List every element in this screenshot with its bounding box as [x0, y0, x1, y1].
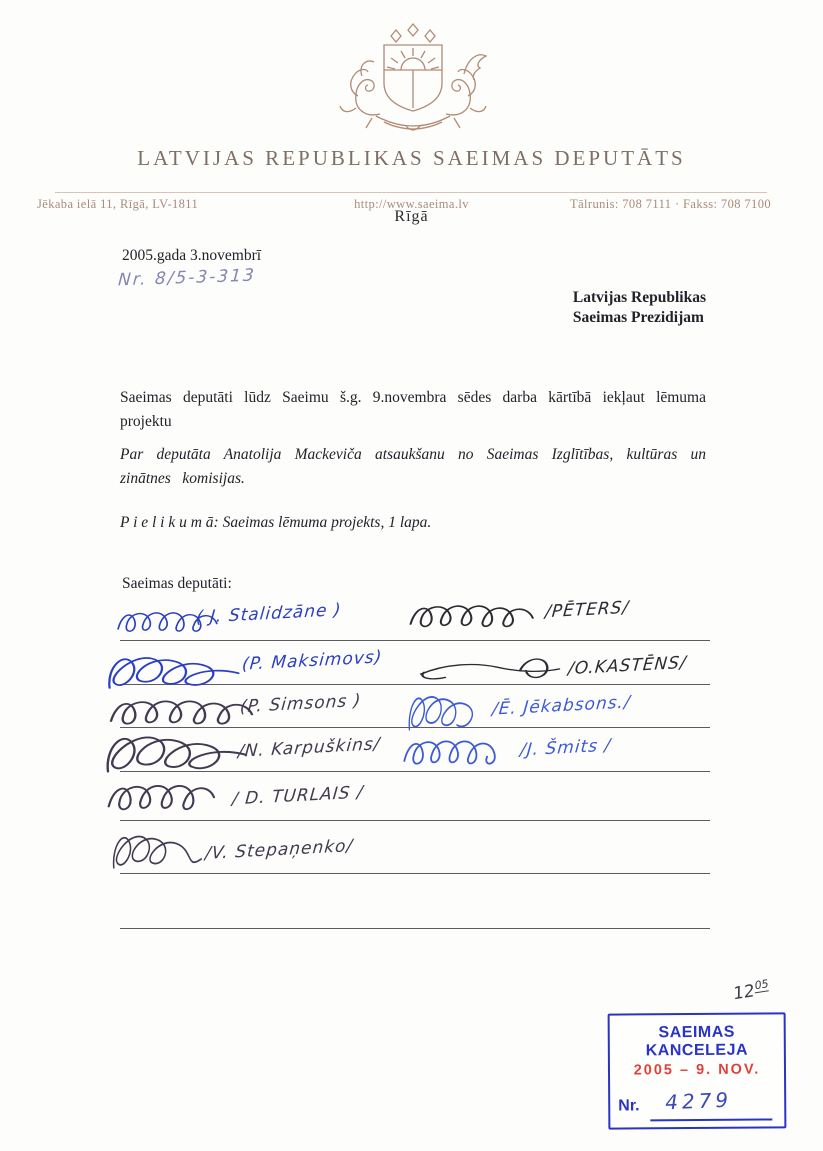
signature-name-annotation: ( J. Stalidzāne ) — [195, 600, 343, 628]
signature-scribble — [408, 594, 538, 634]
signature-line — [120, 820, 410, 821]
signature-scribble — [110, 826, 205, 870]
signature-scribble — [106, 772, 241, 818]
time-note-hours: 12 — [733, 980, 755, 1005]
signature-line — [408, 928, 710, 929]
signatories-label: Saeimas deputāti: — [122, 575, 232, 592]
signature-name-annotation: (P. Simsons ) — [239, 690, 363, 718]
header-divider — [55, 192, 767, 193]
signature-name-annotation: /J. Šmits / — [519, 735, 613, 761]
city-line: Rīgā — [394, 208, 429, 225]
signature-name-annotation: /Ē. Jēkabsons./ — [491, 692, 632, 720]
signature-scribble — [415, 652, 565, 686]
letterhead-website: http://www.saeima.lv — [354, 197, 469, 211]
letterhead-title: LATVIJAS REPUBLIKAS SAEIMAS DEPUTĀTS — [137, 146, 686, 170]
time-note-minutes: 05 — [754, 977, 769, 993]
attachment-note: P i e l i k u m ā: Saeimas lēmuma projekts, 1 lapa. — [120, 514, 432, 531]
latvia-coat-of-arms — [327, 22, 499, 142]
stamp-nr-underline — [650, 1118, 772, 1120]
letterhead-address: Jēkaba ielā 11, Rīgā, LV-1811 — [37, 197, 199, 211]
body-paragraph-request: Saeimas deputāti lūdz Saeimu š.g. 9.novembra sēdes darba kārtībā iekļaut lēmuma projektu — [120, 389, 706, 431]
signature-name-annotation: /O.KASTĒNS/ — [567, 652, 688, 680]
recipient-line-1: Latvijas Republikas — [572, 289, 706, 306]
signature-line — [408, 640, 710, 641]
signature-line — [120, 928, 410, 929]
signature-line — [120, 640, 410, 641]
signature-scribble — [402, 728, 517, 772]
signature-scribble — [406, 686, 491, 732]
stamp-nr-label: Nr. — [618, 1097, 640, 1115]
letterhead-phone: Tālrunis: 708 7111 · Fakss: 708 7100 — [570, 197, 771, 211]
document-date: 2005.gada 3.novembrī — [122, 247, 262, 264]
handwritten-ref-number: Nr. 8/5-3-313 — [117, 265, 257, 291]
stamp-date: 2005 – 9. NOV. — [633, 1061, 761, 1079]
recipient-block — [573, 288, 706, 329]
signature-name-annotation: (P. Maksimovs) — [241, 647, 384, 675]
handwritten-time-note — [733, 977, 769, 1005]
saeima-chancellery-stamp — [608, 1012, 787, 1129]
signature-scribble — [104, 648, 244, 690]
signature-scribble — [102, 726, 252, 774]
stamp-title: SAEIMAS KANCELEJA — [645, 1023, 749, 1060]
recipient-line-2: Saeimas Prezidijam — [572, 309, 704, 327]
signature-line — [408, 820, 710, 821]
signature-line — [120, 873, 410, 874]
signature-name-annotation: / D. TURLAIS / — [231, 782, 365, 810]
signature-name-annotation: /PĒTERS/ — [544, 597, 631, 623]
signature-line — [408, 873, 710, 874]
signature-name-annotation: /N. Karpuškins/ — [237, 734, 382, 762]
stamp-nr-handwritten-value: 4279 — [664, 1087, 733, 1115]
body-paragraph-subject: Par deputāta Anatolija Mackeviča atsaukšanu no Saeimas Izglītības, kultūras un zinātnes komisijas. — [120, 446, 706, 488]
signature-name-annotation: /V. Stepaņenko/ — [204, 836, 355, 864]
